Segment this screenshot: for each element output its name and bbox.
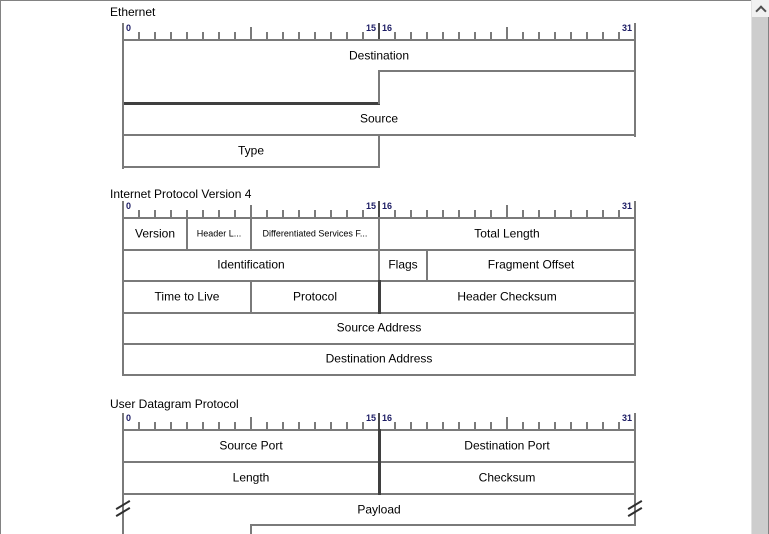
field-label-header-checksum: Header Checksum <box>457 289 557 304</box>
ruler-label-31: 31 <box>621 413 632 423</box>
ruler-label-15: 15 <box>365 413 376 423</box>
ruler-label-31: 31 <box>621 201 632 211</box>
field-border-line <box>122 102 380 105</box>
bit-divider <box>378 23 380 40</box>
section-title-ethernet: Ethernet <box>110 5 156 19</box>
field-label-fragment-offset: Fragment Offset <box>487 257 575 272</box>
field-border-line <box>378 70 380 104</box>
ruler-label-0: 0 <box>126 23 132 33</box>
ruler-tick <box>122 23 124 40</box>
bit-divider <box>378 413 380 430</box>
ruler-label-15: 15 <box>365 23 376 33</box>
field-border-line <box>378 134 380 168</box>
ruler-tick <box>634 413 636 430</box>
section-title-ipv4: Internet Protocol Version 4 <box>110 187 252 201</box>
field-label-source-port: Source Port <box>219 438 283 453</box>
chevron-up-icon <box>755 5 766 16</box>
vertical-scrollbar[interactable] <box>751 0 768 534</box>
field-label-dscp: Differentiated Services F... <box>262 228 368 239</box>
field-label-payload: Payload <box>357 502 401 517</box>
field-border-line <box>634 39 636 137</box>
ruler-label-0: 0 <box>126 201 132 211</box>
field-border-line <box>250 524 252 534</box>
field-border-line <box>426 249 428 282</box>
field-border-line <box>250 217 252 251</box>
field-label-total-length: Total Length <box>474 226 540 241</box>
ruler-label-31: 31 <box>621 23 632 33</box>
field-label-protocol: Protocol <box>292 289 338 304</box>
field-border-line <box>122 374 636 376</box>
ruler-tick <box>122 201 124 218</box>
field-border-line <box>122 217 124 376</box>
field-label-type: Type <box>237 143 265 158</box>
field-border-line <box>122 343 636 345</box>
bit-ruler-ethernet <box>123 23 635 40</box>
field-border-line <box>378 70 636 72</box>
field-label-identification: Identification <box>217 257 285 272</box>
field-border-line <box>378 429 381 495</box>
field-border-line <box>378 217 380 251</box>
bit-ruler-ipv4 <box>123 201 635 218</box>
field-label-source-address: Source Address <box>336 320 422 335</box>
field-label-checksum: Checksum <box>478 470 536 485</box>
field-border-line <box>378 249 380 282</box>
ruler-tick <box>634 23 636 40</box>
ruler-tick <box>634 201 636 218</box>
ruler-tick <box>122 413 124 430</box>
field-border-line <box>122 166 380 168</box>
field-border-line <box>186 217 188 251</box>
window-border-top <box>0 0 769 1</box>
field-label-destination-address: Destination Address <box>325 351 433 366</box>
field-label-version: Version <box>134 226 176 241</box>
field-border-line <box>250 524 636 526</box>
ruler-label-16: 16 <box>382 23 393 33</box>
field-label-source: Source <box>359 111 399 126</box>
section-title-udp: User Datagram Protocol <box>110 397 239 411</box>
bit-divider <box>378 201 380 218</box>
field-label-header-length: Header L... <box>196 228 242 239</box>
field-border-line <box>122 429 124 534</box>
field-label-length: Length <box>232 470 270 485</box>
field-label-destination: Destination <box>348 48 410 63</box>
ruler-label-16: 16 <box>382 201 393 211</box>
field-border-line <box>122 39 124 169</box>
scrollbar-up-button[interactable] <box>752 0 769 17</box>
field-border-line <box>634 217 636 376</box>
ruler-label-16: 16 <box>382 413 393 423</box>
field-border-line <box>250 280 252 314</box>
ruler-label-15: 15 <box>365 201 376 211</box>
field-border-line <box>122 39 636 41</box>
field-label-destination-port: Destination Port <box>464 438 550 453</box>
field-label-flags: Flags <box>388 257 418 272</box>
ruler-label-0: 0 <box>126 413 132 423</box>
bit-ruler-udp <box>123 413 635 430</box>
field-label-ttl: Time to Live <box>154 289 220 304</box>
window-border-left <box>0 0 1 534</box>
scrollbar-thumb[interactable] <box>752 17 768 534</box>
field-border-line <box>378 280 381 314</box>
